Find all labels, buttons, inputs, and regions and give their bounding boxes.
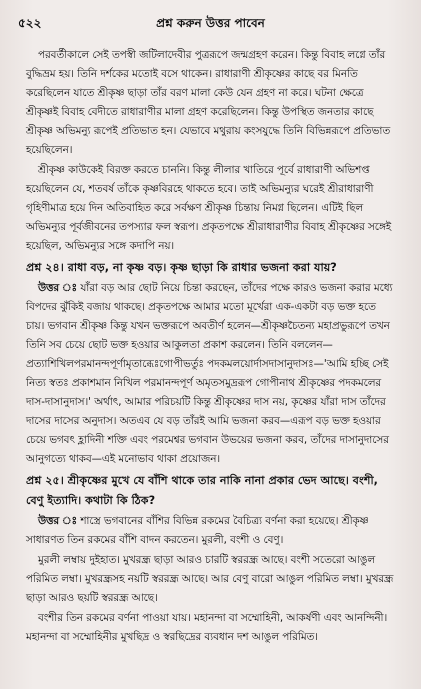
page-body <box>26 46 397 648</box>
question-25-number: প্রশ্ন ২৫। <box>26 474 64 487</box>
paragraph-2: শ্রীকৃষ্ণ কাউকেই বিরক্ত করতে চাননি। কিন্তু লীলার খাতিরে পূর্বে রাধারাণী অভিশপ্ত হয়েছিলেন যে, শতবর্ষ তাঁকে কৃষ্ণবিরহে থাকতে হবে। তাই অভিমন্যুর ঘরেই শ্রীরাধারাণী গৃহিণীমাত্র হয়ে দিন অতিবাহিত করে সর্বক্ষণ শ্রীকৃষ্ণ চিন্তায় নিমগ্ন ছিলেন। এটিই ছিল অভিমন্যুর পূর্বজীবনের তপস্যার ফল স্বরূপ। প্রকৃতপক্ষে শ্রীরাধারাণীর বিবাহ শ্রীকৃষ্ণের সঙ্গেই হয়েছিল, অভিমন্যুর সঙ্গে কদাপি নয়। <box>26 164 392 252</box>
question-24-number: প্রশ্ন ২৪। <box>26 261 64 274</box>
answer-25-text: শাস্ত্রে ভগবানের বাঁশির বিভিন্ন রকমের বৈচিত্র্য বর্ণনা করা হয়েছে। শ্রীকৃষ্ণ সাধারণত তিন রকমের বাঁশি বাদন করতেন। মুরলী, বংশী ও বেণু। <box>26 515 369 546</box>
question-24-text: রাধা বড়, না কৃষ্ণ বড়। কৃষ্ণ ছাড়া কি রাধার ভজনা করা যায়? <box>67 261 337 274</box>
answer-24 <box>26 279 397 469</box>
paragraph-1: পরবর্তীকালে সেই তপস্বী জটিলাদেবীর পুত্ররূপে জন্মগ্রহণ করেন। কিন্তু বিবাহ লগ্নে তাঁর বুদ্ধিভ্রম হয়। তিনি দর্শকের মতোই বসে থাকেন। রাধারাণী শ্রীকৃষ্ণের কাছে বর মিনতি করেছিলেন যাতে শ্রীকৃষ্ণ ছাড়া তাঁর বরণ মালা কেউ যেন গ্রহণ না করে। ঘটনা ক্ষেত্রে শ্রীকৃষ্ণই বিবাহ বেদীতে রাধারাণীর মালা গ্রহণ করেছিলেন। কিন্তু উপস্থিত জনতার কাছে শ্রীকৃষ্ণ অভিমন্যু রূপেই প্রতিভাত হন। যেভাবে মথুরায় কংসযুদ্ধে তিনি বিভিন্নরূপে প্রতিভাত হয়েছিলেন। <box>26 49 391 156</box>
answer-25 <box>26 512 397 550</box>
question-25-text: শ্রীকৃষ্ণের মুখে যে বাঁশি থাকে তার নাকি নানা প্রকার ভেদ আছে। বংশী, বেণু ইত্যাদি। কথাটা কি ঠিক? <box>26 474 378 507</box>
page-header <box>18 12 403 34</box>
answer-25-paragraph-2: মুরলী লম্বায় দুইহাত। মুখরন্ধ্র ছাড়া আরও চারটি স্বররন্ধ্র আছে। বংশী সতেরো আঙুল পরিমিত লম্বা। মুখরন্ধ্রসহ নয়টি স্বররন্ধ্র আছে। আর বেণু বারো আঙুল পরিমিত লম্বা। মুখরন্ধ্র ছাড়া আরও ছয়টি স্বররন্ধ্র আছে। <box>26 554 394 604</box>
question-24 <box>26 258 397 278</box>
answer-25-paragraph-3: বংশীর তিন রকমের বর্ণনা পাওয়া যায়। মহানন্দা বা সম্মোহিনী, আকর্ষণী এবং আনন্দিনী। মহানন্দা বা সম্মোহিনীর মুখছিদ্র ও স্বরছিদ্রের ব্যবধান দশ আঙুল পরিমিত। <box>26 612 388 643</box>
answer-24-text: যাঁরা বড় আর ছোট নিয়ে চিন্তা করছেন, তাঁদের পক্ষে কারও ভজনা করার মধ্যে বিপদের ঝুঁকিই বজায় থাকছে। প্রকৃতপক্ষে আমার মতো মূর্খেরা এক-একটা বড় ভক্ত হতে চায়। ভগবান শ্রীকৃষ্ণ কিন্তু যখন ভক্তরূপে অবতীর্ণ হলেন—শ্রীকৃষ্ণচৈতন্য মহাপ্রভুরূপে তখন তিনি সব চেয়ে ছোট ভক্ত হওয়ার আকুলতা প্রকাশ করলেন। তিনি বললেন—প্রত্যাশিখিলপরমানন্দপূর্ণামৃতাব্ধেঃগোপীভর্তুঃ পদকমলয়োর্দাসদাসানুদাসঃ—'আমি হচ্ছি সেই নিত্য স্বতঃ প্রকাশমান নিখিল পরমানন্দপূর্ণ অমৃতসমুদ্ররূপ গোপীনাথ শ্রীকৃষ্ণের পদকমলের দাস-দাসানুদাস।' অর্থাৎ, আমার পরিচয়টি কিন্তু শ্রীকৃষ্ণের দাস নয়, কৃষ্ণের যাঁরা দাস তাঁদের দাসের দাসের অনুদাস। অতএব যে বড় তাঁরই আমি ভজনা করব—এরূপ বড় ভক্ত হওয়ার চেয়ে ভগবৎ হ্লাদিনী শক্তি এবং পরমেশ্বর ভগবান উভয়ের ভজনা করব, তাঁদের দাসানুদাসের আনুগত্যে থাকব—এই মনোভাব থাকা প্রয়োজন। <box>26 282 393 465</box>
running-title: প্রশ্ন করুন উত্তর পাবেন <box>156 16 265 30</box>
answer-24-label: উত্তর ঃ <box>38 282 78 294</box>
question-25 <box>26 471 397 511</box>
answer-25-label: উত্তর ঃ <box>38 515 78 527</box>
page-number: ৫২২ <box>18 16 42 30</box>
